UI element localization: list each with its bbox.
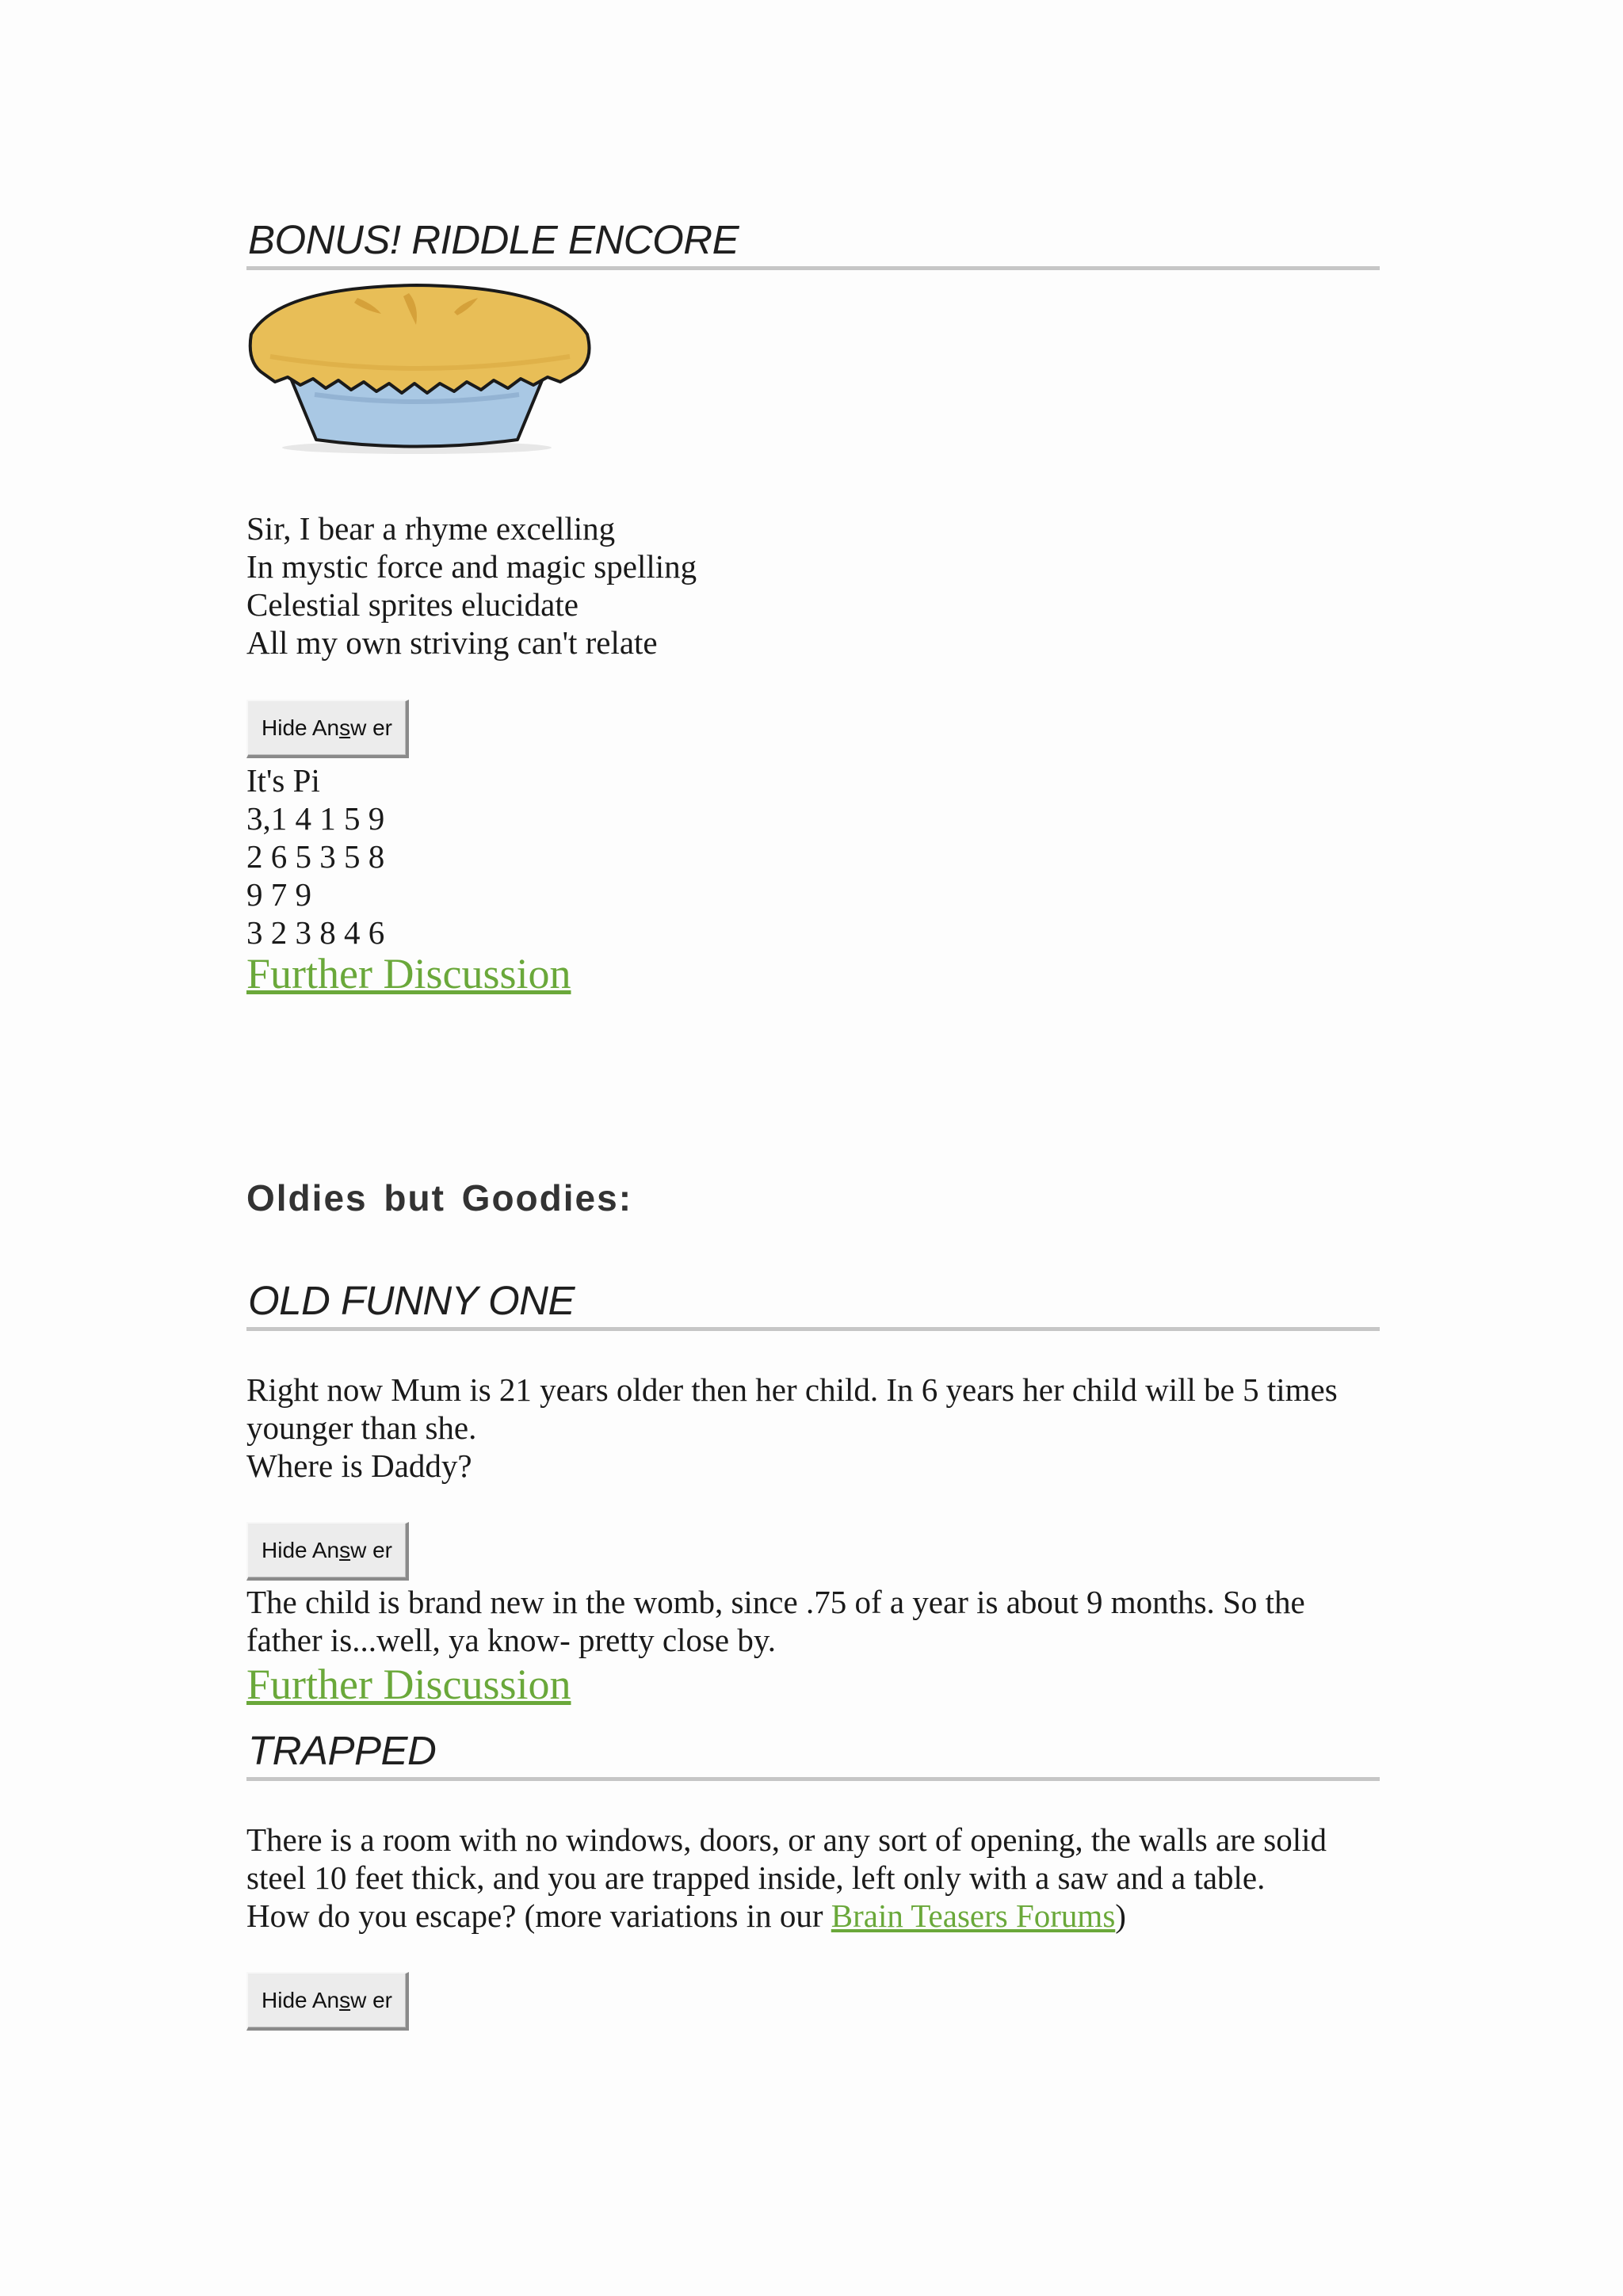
button-access-key: s bbox=[339, 1538, 351, 1562]
riddle-text bbox=[246, 509, 1380, 662]
answer-line: 2 6 5 3 5 8 bbox=[246, 838, 385, 875]
button-label-part: w er bbox=[350, 715, 392, 740]
further-discussion-link[interactable]: Further Discussion bbox=[246, 950, 571, 997]
further-discussion-link[interactable]: Further Discussion bbox=[246, 1661, 571, 1708]
button-label-part: Hide An bbox=[262, 715, 340, 740]
hide-answer-button[interactable] bbox=[246, 700, 409, 758]
button-access-key: s bbox=[339, 715, 351, 740]
answer-text bbox=[246, 1583, 1380, 1659]
button-label-part: w er bbox=[350, 1538, 392, 1562]
button-label-part: Hide An bbox=[262, 1988, 340, 2012]
button-access-key: s bbox=[339, 1988, 351, 2012]
answer-line: The child is brand new in the womb, since .75 of a year is about 9 months. So the bbox=[246, 1584, 1305, 1620]
riddle-text bbox=[246, 1821, 1380, 1935]
riddle-title: BONUS! RIDDLE ENCORE bbox=[248, 217, 739, 262]
hide-answer-button[interactable] bbox=[246, 1522, 409, 1581]
riddle-line: Celestial sprites elucidate bbox=[246, 586, 579, 623]
riddle-line-text: How do you escape? (more variations in our bbox=[246, 1897, 831, 1934]
answer-line: It's Pi bbox=[246, 762, 320, 799]
title-divider bbox=[246, 1777, 1380, 1781]
brain-teasers-forums-link[interactable]: Brain Teasers Forums bbox=[831, 1897, 1116, 1934]
answer-line: 9 7 9 bbox=[246, 876, 311, 913]
riddle-line: Where is Daddy? bbox=[246, 1447, 472, 1484]
riddle-line: In mystic force and magic spelling bbox=[246, 548, 697, 585]
riddle-line: steel 10 feet thick, and you are trapped inside, left only with a saw and a table. bbox=[246, 1859, 1266, 1896]
riddle-title: TRAPPED bbox=[248, 1728, 437, 1773]
riddle-line bbox=[246, 1897, 1380, 1935]
answer-text bbox=[246, 761, 1380, 952]
button-label-part: w er bbox=[350, 1988, 392, 2012]
riddle-text bbox=[246, 1371, 1380, 1485]
riddle-line-text: ) bbox=[1115, 1897, 1126, 1934]
riddle-line: All my own striving can't relate bbox=[246, 624, 658, 661]
button-label-part: Hide An bbox=[262, 1538, 340, 1562]
title-divider bbox=[246, 1327, 1380, 1331]
pie-illustration bbox=[246, 277, 595, 460]
riddle-line: Right now Mum is 21 years older then her child. In 6 years her child will be 5 times bbox=[246, 1371, 1338, 1408]
riddle-line: Sir, I bear a rhyme excelling bbox=[246, 510, 616, 547]
answer-line: 3 2 3 8 4 6 bbox=[246, 914, 385, 951]
riddle-title: OLD FUNNY ONE bbox=[248, 1278, 575, 1323]
section-heading: Oldies but Goodies: bbox=[246, 1177, 633, 1219]
answer-line: 3,1 4 1 5 9 bbox=[246, 800, 385, 837]
answer-line: father is...well, ya know- pretty close by. bbox=[246, 1622, 776, 1658]
riddle-line: There is a room with no windows, doors, or any sort of opening, the walls are solid bbox=[246, 1821, 1327, 1858]
riddle-line: younger than she. bbox=[246, 1409, 477, 1446]
hide-answer-button[interactable] bbox=[246, 1972, 409, 2031]
title-divider bbox=[246, 266, 1380, 270]
